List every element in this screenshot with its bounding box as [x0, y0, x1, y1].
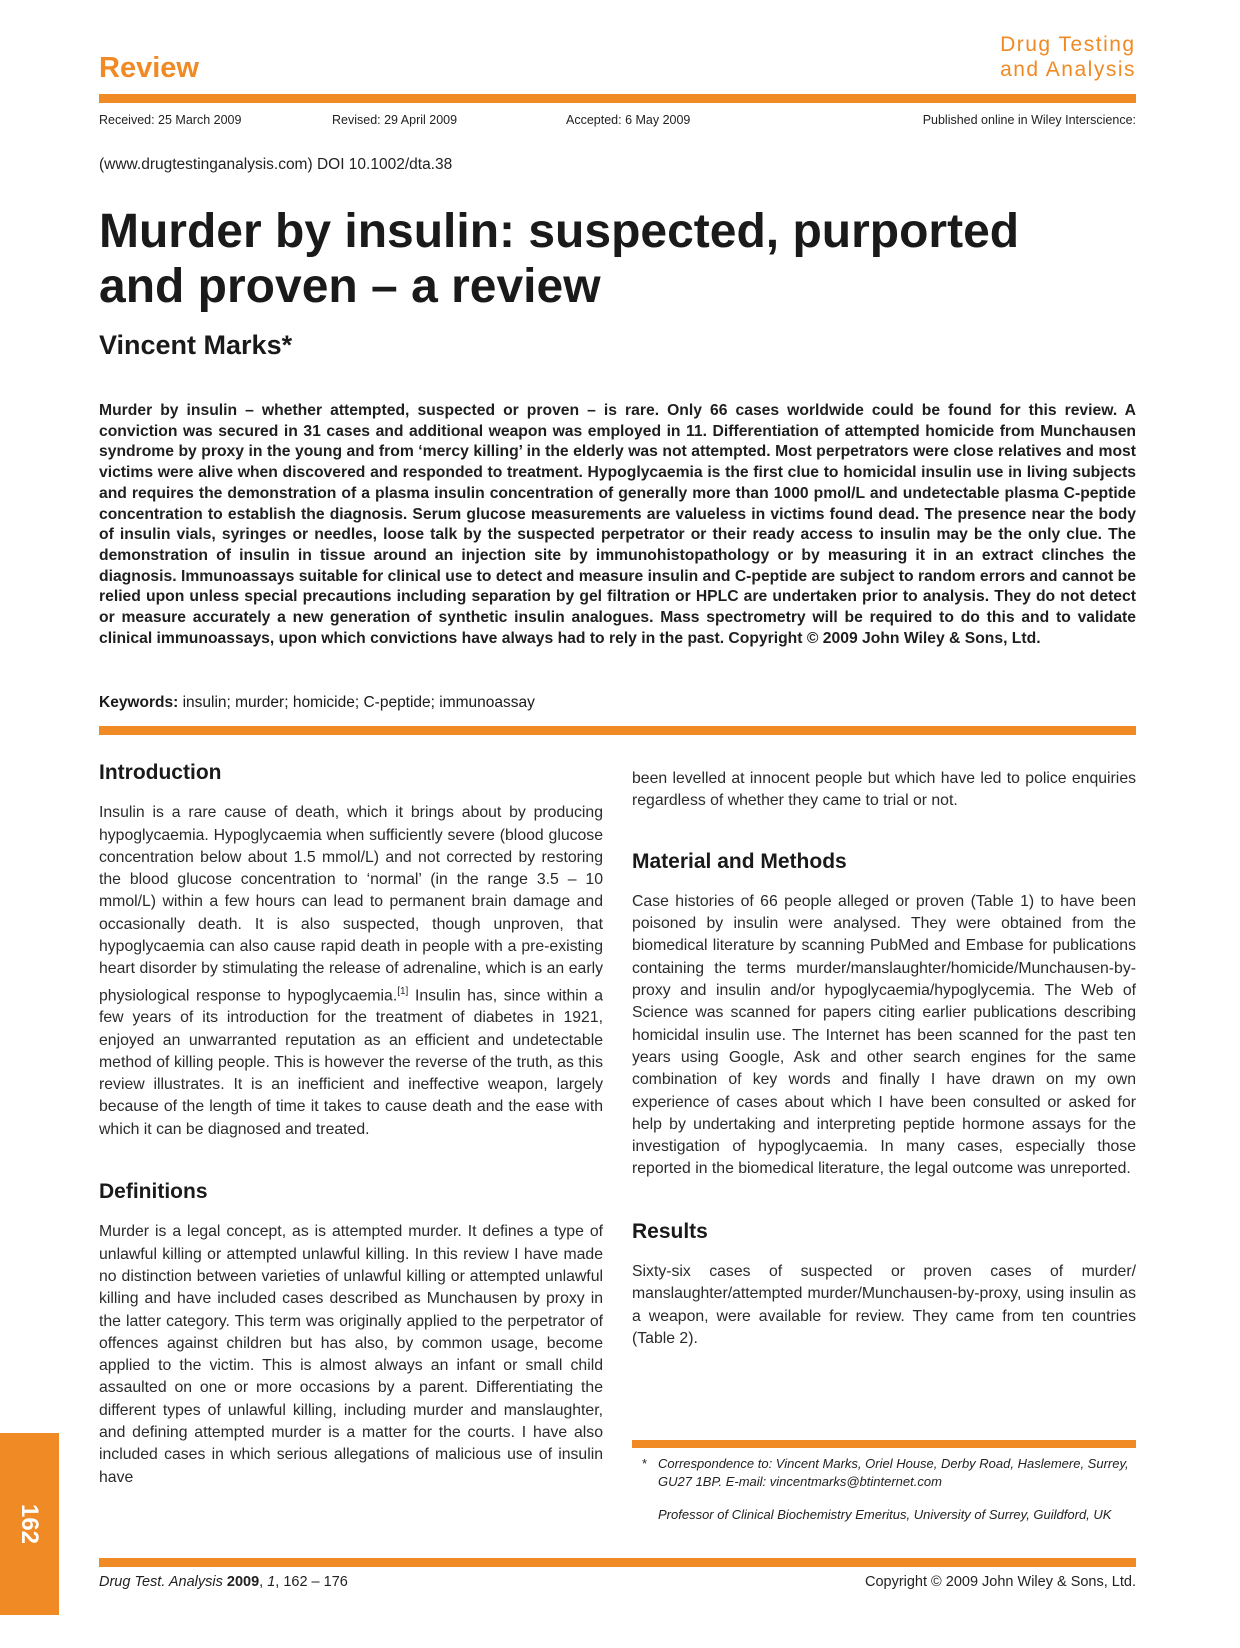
page-number [0, 1433, 59, 1615]
title-line-2: and proven – a review [99, 260, 601, 313]
doi-link[interactable]: (www.drugtestinganalysis.com) DOI 10.1002/dta.38 [99, 156, 453, 173]
definitions-heading: Definitions [99, 1180, 208, 1204]
right-column [632, 768, 1136, 1350]
correspondence-footnote [632, 1455, 1136, 1524]
published-online: Published online in Wiley Interscience: [922, 113, 1136, 127]
introduction-heading: Introduction [99, 761, 222, 784]
definitions-continued: been levelled at innocent people but which have led to police enquiries regardless of whether they came to trial or not. [632, 770, 1136, 810]
abstract: Murder by insulin – whether attempted, suspected or proven – is rare. Only 66 cases worldwide could be found for this review. A conviction was secured in 31 cases and additional weapon was employed in 11. Differentiation of attempted homicide from Munchausen syndrome by proxy in the young and from ‘mercy killing’ in the elderly was not attempted. Most perpetrators were close relatives and most victims were alive when discovered and responded to treatment. Hypoglycaemia is the first clue to homicidal insulin use in living subjects and requires the demonstration of a plasma insulin concentration of generally more than 1000 pmol/L and undetectable plasma C-peptide concentration to establish the diagnosis. Serum glucose measurements are valueless in victims found dead. The presence near the body of insulin vials, syringes or needles, loose talk by the suspected perpetrator or their ready access to insulin may be the only clue. The demonstration of insulin in tissue around an injection site by immunohistopathology or by measuring it in an extract clinches the diagnosis. Immunoassays suitable for clinical use to detect and measure insulin and C-peptide are subject to random errors and cannot be relied upon unless special precautions including separation by gel filtration or HPLC are undertaken prior to analysis. They do not detect or measure accurately a new generation of synthetic insulin analogues. Mass spectrometry will be required to do this and to validate clinical immunoassays, upon which convictions have always had to rely in the past. Copyright © 2009 John Wiley & Sons, Ltd. [99, 402, 1136, 647]
keywords-line [99, 694, 535, 712]
accepted-date: Accepted: 6 May 2009 [566, 113, 691, 127]
abstract-rule [99, 726, 1136, 735]
section-label: Review [99, 52, 199, 84]
journal-name-line1: Drug Testing [1000, 33, 1136, 56]
journal-brand [1000, 32, 1136, 82]
journal-abbrev: Drug Test. Analysis [99, 1574, 223, 1590]
definitions-paragraph: Murder is a legal concept, as is attempted murder. It defines a type of unlawful killing or attempted unlawful killing. In this review I have made no distinction between varieties of unlawful killing or attempted unlawful killing and have included cases described as Munchausen by proxy in the latter category. This term was originally applied to the perpetrator of offences against children but has also, by common usage, become applied to the victim. This is almost always an infant or small child assaulted on one or more occasions by a parent. Differentiating the different types of unlawful killing, including murder and manslaughter, and defining attempted murder is a matter for the courts. I have also included cases in which serious allegations of malicious use of insulin have [99, 1223, 603, 1486]
header-rule [99, 94, 1136, 103]
intro-text-part1: Insulin is a rare cause of death, which it brings about by producing hypoglycaemia. Hypoglycaemia when sufficiently severe (blood glucose concentration below about 1.5 mmol/L) and not corrected by restoring the blood glucose concentration to ‘normal’ (in the range 3.5 – 10 mmol/L) within a few hours can lead to permanent brain damage and occasionally death. It is also suspected, though unproven, that hypoglycaemia can also cause rapid death in people with a pre-existing heart disorder by stimulating the release of adrenaline, which is an early physiological response to hypoglycaemia. [99, 804, 603, 1004]
journal-name-line2: and Analysis [1000, 58, 1136, 81]
introduction-paragraph [99, 802, 603, 1141]
keywords-list: insulin; murder; homicide; C-peptide; immunoassay [182, 694, 535, 711]
citation-ref-1[interactable]: [1] [397, 985, 409, 997]
footnote-rule [632, 1440, 1136, 1448]
methods-paragraph: Case histories of 66 people alleged or proven (Table 1) to have been poisoned by insulin were analysed. They were obtained from the biomedical literature by scanning PubMed and Embase for publications containing the terms murder/manslaughter/homicide/Munchausen-by-proxy and insulin and/or hypoglycaemia/hypoglycemia. The Web of Science was scanned for papers citing earlier publications describing homicidal insulin use. The Internet has been scanned for the past ten years using Google, Ask and other search engines for the same combination of key words and finally I have drawn on my own experience of cases about which I have been consulted or asked for help by undertaking and interpreting peptide hormone assays for the investigation of hypoglycaemia. In many cases, especially those reported in the biomedical literature, the legal outcome was unreported. [632, 892, 1136, 1178]
footnote-marker: * [642, 1456, 648, 1471]
left-column [99, 762, 603, 1489]
author-name: Vincent Marks* [99, 330, 293, 360]
methods-heading: Material and Methods [632, 849, 847, 873]
citation-volume: 1 [267, 1574, 276, 1590]
article-title [99, 204, 1099, 314]
citation-pages: , 162 – 176 [275, 1574, 348, 1590]
results-heading: Results [632, 1219, 708, 1243]
received-date: Received: 25 March 2009 [99, 113, 242, 127]
intro-text-part2: Insulin has, since within a few years of its introduction for the treatment of diabetes in 1921, enjoyed an unwarranted reputation as an efficient and undetectable method of killing people. This is however the reverse of the truth, as this review illustrates. It is an inefficient and ineffective weapon, largely because of the length of time it takes to cause death and the ease with which it can be diagnosed and treated. [99, 986, 603, 1138]
footer-rule [99, 1558, 1136, 1567]
correspondence-text: Correspondence to: Vincent Marks, Oriel House, Derby Road, Haslemere, Surrey, GU27 1BP. E-mail: vincentmarks@btinternet.com [658, 1456, 1129, 1489]
journal-citation: Drug Test. Analysis 2009, 1, 162 – 176 [99, 1574, 348, 1590]
page-number-text: 162 [16, 1503, 44, 1545]
keywords-label: Keywords: [99, 694, 179, 711]
affiliation-text: Professor of Clinical Biochemistry Emeritus, University of Surrey, Guildford, UK [658, 1507, 1112, 1522]
citation-year: 2009 [226, 1574, 260, 1590]
footer-copyright: Copyright © 2009 John Wiley & Sons, Ltd. [864, 1574, 1136, 1590]
title-line-1: Murder by insulin: suspected, purported [99, 205, 1020, 258]
revised-date: Revised: 29 April 2009 [332, 113, 458, 127]
results-paragraph: Sixty-six cases of suspected or proven cases of murder/ manslaughter/attempted murder/Munchausen-by-proxy, using insulin as a weapon, were available for review. They came from ten countries (Table 2). [632, 1263, 1136, 1347]
